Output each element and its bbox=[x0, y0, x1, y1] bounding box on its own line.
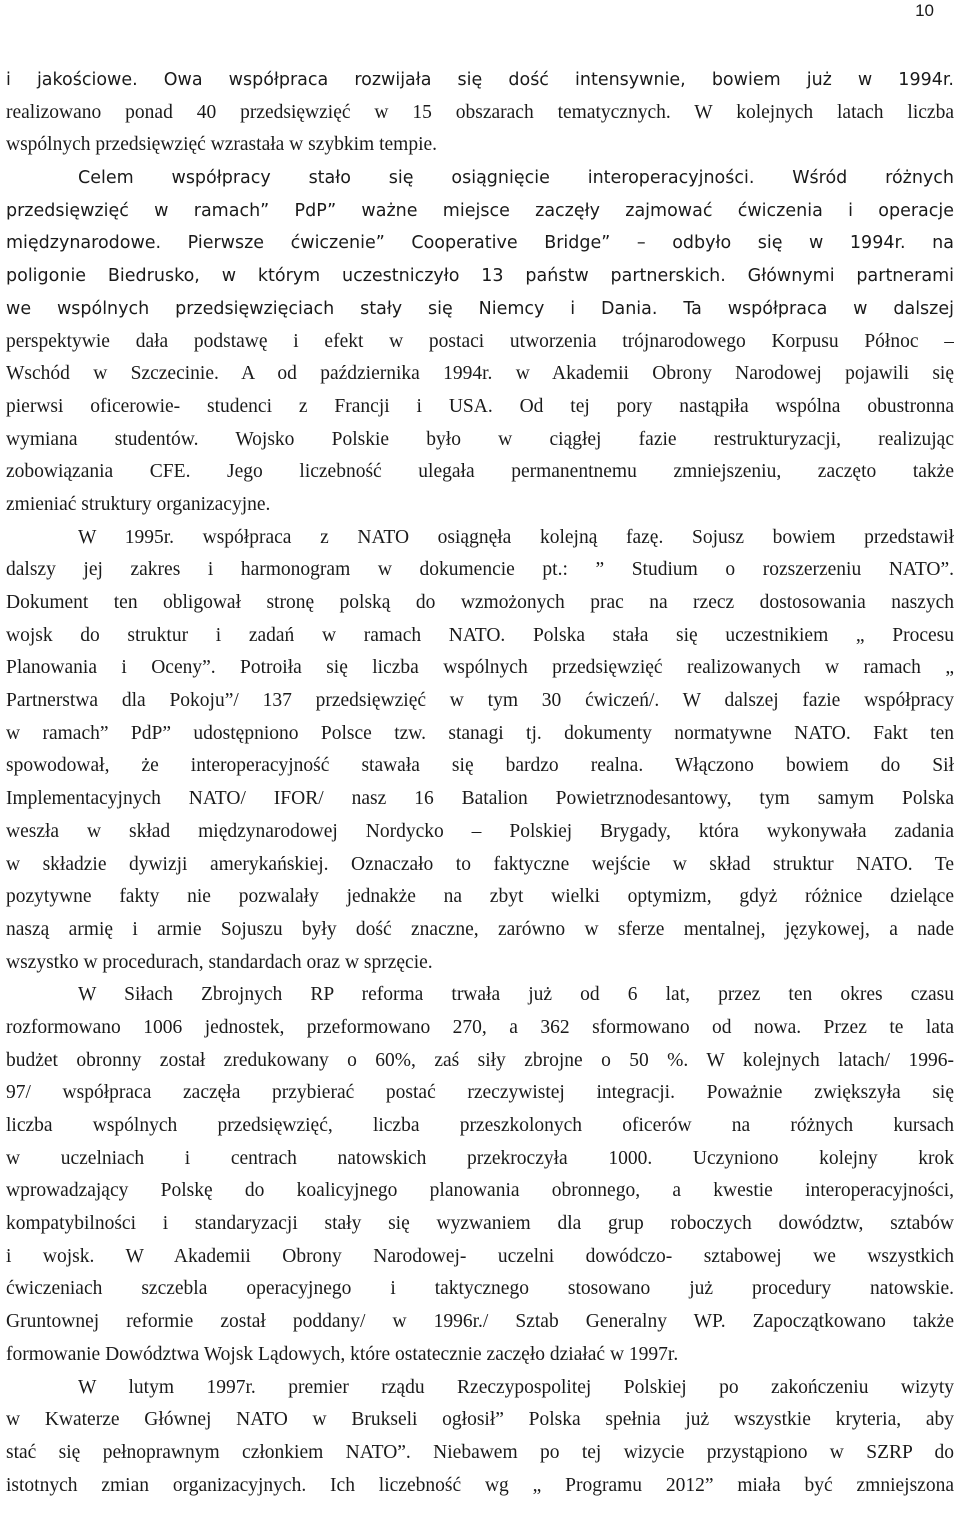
text-line: i jakościowe. Owa współpraca rozwijała się dość intensywnie, bowiem już w 1994r. bbox=[6, 70, 954, 90]
text-line: W lutym 1997r. premier rządu Rzeczypospolitej Polskiej po zakończeniu wizyty bbox=[78, 1376, 954, 1398]
text-line: pierwsi oficerowie- studenci z Francji i USA. Od tej pory nastąpiła wspólna obustronna bbox=[6, 395, 954, 417]
text-line: w Kwaterze Głównej NATO w Brukseli ogłosił” Polska spełnia już wszystkie kryteria, aby bbox=[6, 1409, 954, 1431]
text-line: wprowadzający Polskę do koalicyjnego planowania obronnego, a kwestie interoperacyjności, bbox=[6, 1180, 954, 1202]
text-line: i wojsk. W Akademii Obrony Narodowej- uczelni dowódczo- sztabowej we wszystkich bbox=[6, 1245, 954, 1267]
text-line: 97/ współpraca zaczęła przybierać postać rzeczywistej integracji. Poważnie zwiększyła się bbox=[6, 1082, 954, 1104]
text-line: ćwiczeniach szczebla operacyjnego i taktycznego stosowano już procedury natowskie. bbox=[6, 1278, 954, 1300]
text-line: realizowano ponad 40 przedsięwzięć w 15 obszarach tematycznych. W kolejnych latach liczba bbox=[6, 101, 954, 123]
document-body bbox=[6, 64, 954, 1502]
text-line: Partnerstwa dla Pokoju”/ 137 przedsięwzięć w tym 30 ćwiczeń/. W dalszej fazie współpracy bbox=[6, 690, 954, 712]
text-line: perspektywie dała podstawę i efekt w postaci utworzenia trójnarodowego Korpusu Północ – bbox=[6, 330, 954, 352]
text-line: kompatybilności i standaryzacji stały się wyzwaniem dla grup roboczych dowództw, sztabów bbox=[6, 1213, 954, 1235]
text-line: rozformowano 1006 jednostek, przeformowano 270, a 362 sformowano od nowa. Przez te lata bbox=[6, 1016, 954, 1038]
text-line: Planowania i Oceny”. Potroiła się liczba wspólnych przedsięwzięć realizowanych w ramach „ bbox=[6, 657, 954, 679]
text-line: pozytywne fakty nie pozwalały jednakże na zbyt wielki optymizm, gdyż różnice dzielące bbox=[6, 886, 954, 908]
text-line: w uczelniach i centrach natowskich przekroczyła 1000. Uczyniono kolejny krok bbox=[6, 1147, 954, 1169]
text-line: W 1995r. współpraca z NATO osiągnęła kolejną fazę. Sojusz bowiem przedstawił bbox=[78, 526, 954, 548]
text-line: międzynarodowe. Pierwsze ćwiczenie” Cooperative Bridge” – odbyło się w 1994r. na bbox=[6, 233, 954, 254]
text-line: Wschód w Szczecinie. A od października 1994r. w Akademii Obrony Narodowej pojawili się bbox=[6, 363, 954, 385]
text-line: Dokument ten obligował stronę polską do wzmożonych prac na rzecz dostosowania naszych bbox=[6, 592, 954, 613]
text-line: Celem współpracy stało się osiągnięcie interoperacyjności. Wśród różnych bbox=[78, 168, 954, 189]
text-line: poligonie Biedrusko, w którym uczestniczyło 13 państw partnerskich. Głównymi partnerami bbox=[6, 266, 954, 287]
text-line: weszła w skład międzynarodowej Nordycko – Polskiej Brygady, która wykonywała zadania bbox=[6, 820, 954, 842]
text-line: dalszy jej zakres i harmonogram w dokumencie pt.: ” Studium o rozszerzeniu NATO”. bbox=[6, 559, 954, 581]
text-line: W Siłach Zbrojnych RP reforma trwała już od 6 lat, przez ten okres czasu bbox=[78, 984, 954, 1006]
text-line: przedsięwzięć w ramach” PdP” ważne miejsce zaczęły zajmować ćwiczenia i operacje bbox=[6, 200, 954, 221]
text-line: spowodował, że interoperacyjność stawała się bardzo realna. Włączono bowiem do Sił bbox=[6, 755, 954, 777]
text-line: w składzie dywizji amerykańskiej. Oznaczało to faktyczne wejście w skład struktur NATO. Te bbox=[6, 853, 954, 875]
text-line: wspólnych przedsięwzięć wzrastała w szybkim tempie. bbox=[6, 134, 438, 156]
text-line: Implementacyjnych NATO/ IFOR/ nasz 16 Batalion Powietrznodesantowy, tym samym Polska bbox=[6, 788, 954, 810]
text-line: naszą armię i armie Sojuszu były dość znaczne, zarówno w sferze mentalnej, językowej, a nade bbox=[6, 918, 954, 940]
text-line: w ramach” PdP” udostępniono Polsce tzw. stanagi tj. dokumenty normatywne NATO. Fakt ten bbox=[6, 722, 954, 744]
text-line: istotnych zmian organizacyjnych. Ich liczebność wg „ Programu 2012” miała być zmniejszona bbox=[6, 1474, 954, 1496]
text-line: formowanie Dowództwa Wojsk Lądowych, które ostatecznie zaczęło działać w 1997r. bbox=[6, 1343, 679, 1365]
text-line: budżet obronny został zredukowany o 60%, zaś siły zbrojne o 50 %. W kolejnych latach/ 1996- bbox=[6, 1049, 954, 1071]
page-number: 10 bbox=[915, 1, 934, 20]
text-line: wymiana studentów. Wojsko Polskie było w ciągłej fazie restrukturyzacji, realizując bbox=[6, 428, 954, 450]
text-line: Gruntownej reformie został poddany/ w 1996r./ Sztab Generalny WP. Zapoczątkowano także bbox=[6, 1311, 954, 1333]
text-line: zobowiązania CFE. Jego liczebność ulegała permanentnemu zmniejszeniu, zaczęto także bbox=[6, 461, 954, 483]
text-line: liczba wspólnych przedsięwzięć, liczba przeszkolonych oficerów na różnych kursach bbox=[6, 1115, 954, 1136]
text-line: stać się pełnoprawnym członkiem NATO”. Niebawem po tej wizycie przystąpiono w SZRP do bbox=[6, 1441, 954, 1463]
text-line: we wspólnych przedsięwzięciach stały się Niemcy i Dania. Ta współpraca w dalszej bbox=[6, 298, 954, 319]
text-line: zmieniać struktury organizacyjne. bbox=[6, 493, 271, 515]
text-line: wojsk do struktur i zadań w ramach NATO. Polska stała się uczestnikiem „ Procesu bbox=[6, 624, 954, 646]
text-line: wszystko w procedurach, standardach oraz w sprzęcie. bbox=[6, 951, 433, 973]
